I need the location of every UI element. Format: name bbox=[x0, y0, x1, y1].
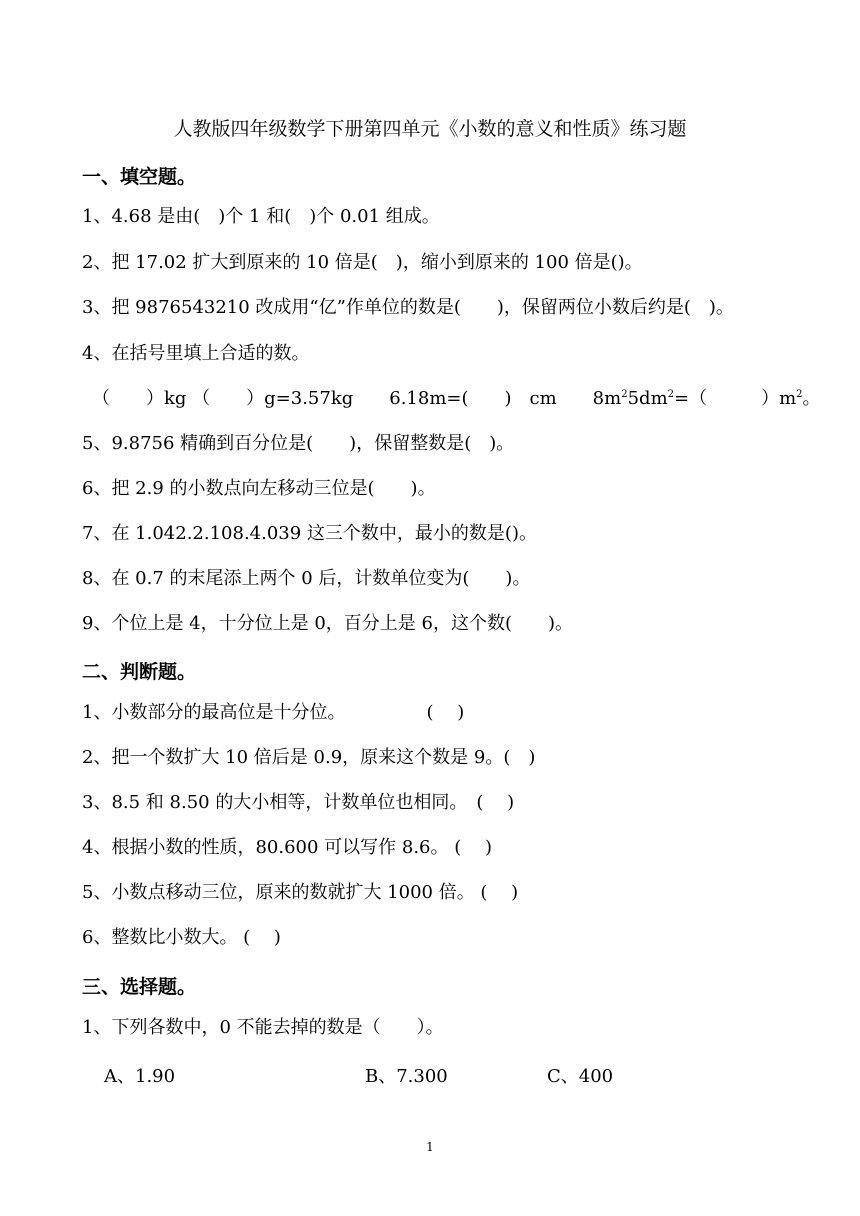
fill-question-6: 6、把 2.9 的小数点向左移动三位是( )。 bbox=[82, 478, 436, 499]
judge-question-4: 4、根据小数的性质，80.600 可以写作 8.6。 ( ) bbox=[82, 837, 492, 858]
judge-question-2: 2、把一个数扩大 10 倍后是 0.9，原来这个数是 9。( ) bbox=[82, 747, 536, 768]
fill-question-2: 2、把 17.02 扩大到原来的 10 倍是( )，缩小到原来的 100 倍是()。 bbox=[82, 252, 643, 273]
judge-question-5: 5、小数点移动三位，原来的数就扩大 1000 倍。 ( ) bbox=[82, 882, 519, 903]
fill-question-7: 7、在 1.042.2.108.4.039 这三个数中，最小的数是()。 bbox=[82, 523, 537, 544]
fill-question-5: 5、9.8756 精确到百分位是( )，保留整数是( )。 bbox=[82, 433, 515, 454]
units-sup-3: 2 bbox=[796, 389, 803, 400]
section-heading-true-false: 二、判断题。 bbox=[82, 661, 197, 683]
fill-question-8: 8、在 0.7 的末尾添上两个 0 后，计数单位变为( )。 bbox=[82, 568, 531, 589]
fill-question-4: 4、在括号里填上合适的数。 bbox=[82, 343, 310, 364]
choice-option-a: A、1.90 bbox=[104, 1066, 176, 1087]
fill-question-3: 3、把 9876543210 改成用“亿”作单位的数是( )，保留两位小数后约是( )。 bbox=[82, 297, 734, 318]
units-part-b: 5dm bbox=[627, 388, 668, 409]
page-number: 1 bbox=[426, 1140, 434, 1154]
judge-question-6: 6、整数比小数大。 ( ) bbox=[82, 927, 281, 948]
choice-question-1: 1、下列各数中，0 不能去掉的数是（ ）。 bbox=[82, 1017, 444, 1038]
units-sup-1: 2 bbox=[621, 389, 628, 400]
units-sup-2: 2 bbox=[667, 389, 675, 400]
section-heading-multiple-choice: 三、选择题。 bbox=[82, 976, 197, 998]
page-title: 人教版四年级数学下册第四单元《小数的意义和性质》练习题 bbox=[173, 118, 687, 140]
fill-question-1: 1、4.68 是由( )个 1 和( )个 0.01 组成。 bbox=[82, 206, 440, 227]
fill-question-9: 9、个位上是 4，十分位上是 0，百分上是 6，这个数( )。 bbox=[82, 613, 574, 634]
units-part-c: =（ ）m bbox=[674, 388, 797, 409]
judge-question-3: 3、8.5 和 8.50 的大小相等，计数单位也相同。 ( ) bbox=[82, 792, 515, 813]
units-part-a: （ ）kg （ ）g=3.57kg 6.18m=( ) cm 8m bbox=[92, 388, 622, 409]
choice-option-b: B、7.300 bbox=[365, 1066, 448, 1087]
units-part-d: 。 bbox=[802, 388, 821, 409]
section-heading-fill-blank: 一、填空题。 bbox=[82, 166, 197, 188]
choice-option-c: C、400 bbox=[547, 1066, 614, 1087]
fill-question-4-units bbox=[92, 387, 821, 411]
judge-question-1: 1、小数部分的最高位是十分位。 ( ) bbox=[82, 702, 465, 723]
